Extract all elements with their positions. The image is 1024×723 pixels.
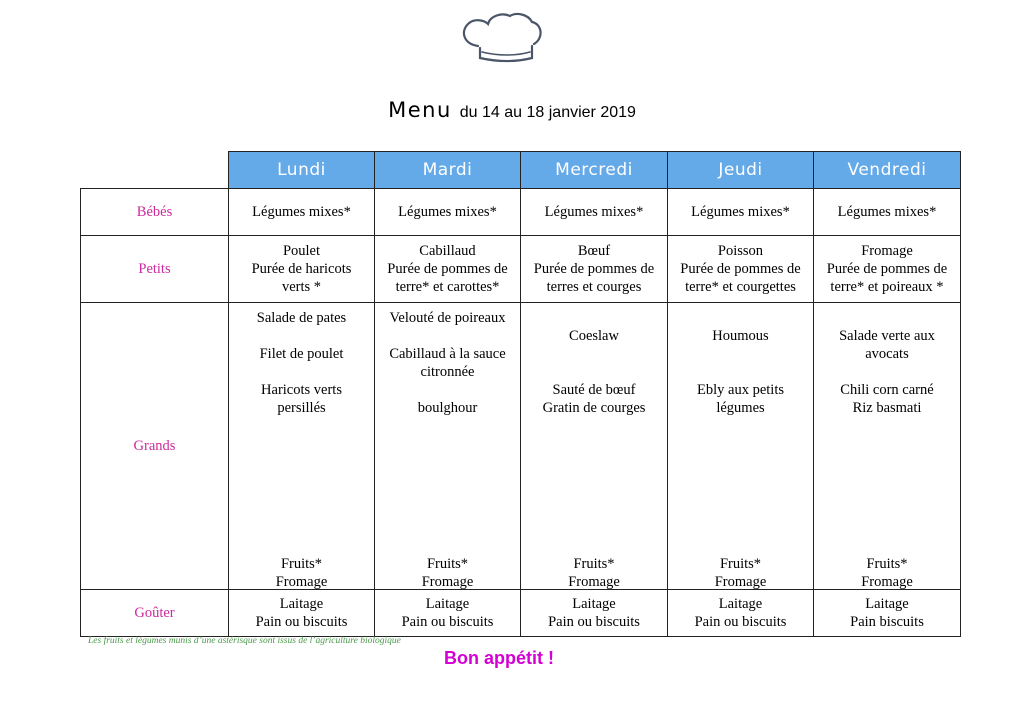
meal-line: citronnée <box>420 364 475 380</box>
meal-line: Légumes mixes* <box>252 204 351 220</box>
meal-line: Coeslaw <box>569 328 619 344</box>
meal-line: Laitage <box>425 596 470 612</box>
day-header: Mardi <box>375 152 521 189</box>
meal-line: Cabillaud à la sauce <box>389 346 506 362</box>
meal-line: Fruits* <box>719 556 762 572</box>
meal-cell <box>229 590 375 637</box>
meal-cell <box>229 236 375 303</box>
meal-line: Fruits* <box>866 556 908 572</box>
meal-cell <box>814 303 961 590</box>
title-dates: du 14 au 18 janvier 2019 <box>459 104 636 121</box>
meal-line: Salade de pates <box>256 310 347 326</box>
meal-line: Fromage <box>421 574 474 590</box>
meal-line: Légumes mixes* <box>398 204 497 220</box>
meal-line: Gratin de courges <box>542 400 646 416</box>
meal-main <box>523 309 665 417</box>
meal-line: Fromage <box>714 574 767 590</box>
meal-cell <box>375 236 521 303</box>
cell-divider <box>668 437 813 553</box>
row-label-grands: Grands <box>81 303 229 590</box>
meal-cell <box>375 590 521 637</box>
meal-line: Laitage <box>718 596 763 612</box>
meal-cell <box>521 236 668 303</box>
meal-line: Filet de poulet <box>259 346 344 362</box>
meal-line: légumes <box>716 400 765 416</box>
meal-line: terres et courges <box>546 279 642 295</box>
line-gap <box>377 381 518 399</box>
cell-divider <box>229 437 374 553</box>
meal-line: Houmous <box>712 328 769 344</box>
meal-cell <box>375 303 521 590</box>
row-label-petits: Petits <box>81 236 229 303</box>
row-grands <box>81 303 961 590</box>
meal-line: Ebly aux petits <box>697 382 784 398</box>
meal-line: boulghour <box>417 400 478 416</box>
day-header: Mercredi <box>521 152 668 189</box>
meal-line: verts * <box>281 279 322 295</box>
menu-table <box>80 151 961 637</box>
meal-line: terre* et poireaux * <box>830 279 944 295</box>
meal-line: Purée de pommes de <box>826 261 948 277</box>
meal-line: Poisson <box>717 243 764 259</box>
meal-dessert <box>523 555 665 591</box>
cell-divider <box>521 437 667 553</box>
line-gap <box>523 309 665 327</box>
line-gap <box>670 345 811 363</box>
meal-line: Velouté de poireaux <box>389 310 506 326</box>
line-gap <box>231 363 372 381</box>
line-gap <box>523 345 665 363</box>
meal-line: Haricots verts <box>261 382 342 398</box>
meal-line: Pain ou biscuits <box>694 614 787 630</box>
meal-cell <box>668 189 814 236</box>
meal-line: Fromage <box>861 243 913 259</box>
cell-divider <box>814 437 960 553</box>
meal-line: Fromage <box>568 574 620 590</box>
meal-cell <box>521 189 668 236</box>
title-word: Menu <box>388 98 452 122</box>
meal-line: Purée de haricots <box>251 261 352 277</box>
meal-line: Laitage <box>572 596 616 612</box>
meal-line: Fruits* <box>280 556 323 572</box>
chef-hat-icon <box>458 12 544 64</box>
meal-dessert <box>670 555 811 591</box>
meal-cell <box>229 189 375 236</box>
meal-line: Purée de pommes de <box>387 261 508 277</box>
meal-cell <box>668 303 814 590</box>
meal-line: Purée de pommes de <box>533 261 655 277</box>
line-gap <box>377 327 518 345</box>
meal-line: Fromage <box>861 574 913 590</box>
meal-line: Pain ou biscuits <box>255 614 348 630</box>
meal-line: Pain ou biscuits <box>548 614 640 630</box>
meal-line: terre* et carottes* <box>395 279 500 295</box>
meal-cell <box>814 236 961 303</box>
meal-line: Laitage <box>865 596 909 612</box>
row-petits <box>81 236 961 303</box>
meal-line: avocats <box>865 346 909 362</box>
meal-line: Chili corn carné <box>840 382 934 398</box>
meal-line: Purée de pommes de <box>680 261 801 277</box>
meal-cell <box>229 303 375 590</box>
line-gap <box>670 363 811 381</box>
meal-line: Légumes mixes* <box>691 204 790 220</box>
meal-cell <box>375 189 521 236</box>
cell-divider <box>375 437 520 553</box>
organic-footnote: Les fruits et légumes munis d’une astérisque sont issus de l’agriculture biologique <box>88 636 401 646</box>
day-header-row <box>81 152 961 189</box>
meal-main <box>231 309 372 417</box>
meal-dessert <box>377 555 518 591</box>
meal-line: Fromage <box>275 574 328 590</box>
meal-cell <box>668 236 814 303</box>
meal-main <box>816 309 958 417</box>
meal-line: Sauté de bœuf <box>552 382 636 398</box>
line-gap <box>816 363 958 381</box>
row-gouter <box>81 590 961 637</box>
meal-cell <box>814 189 961 236</box>
day-header: Jeudi <box>668 152 814 189</box>
meal-cell <box>668 590 814 637</box>
meal-line: terre* et courgettes <box>685 279 796 295</box>
line-gap <box>231 327 372 345</box>
meal-line: persillés <box>277 400 326 416</box>
meal-line: Fruits* <box>426 556 469 572</box>
meal-line: Fruits* <box>573 556 615 572</box>
bon-appetit: Bon appétit ! <box>444 648 554 668</box>
meal-dessert <box>816 555 958 591</box>
meal-line: Cabillaud <box>419 243 476 259</box>
row-bebes <box>81 189 961 236</box>
meal-main <box>377 309 518 417</box>
meal-cell <box>521 303 668 590</box>
meal-line: Légumes mixes* <box>837 204 937 220</box>
line-gap <box>523 363 665 381</box>
day-header: Lundi <box>229 152 375 189</box>
line-gap <box>670 309 811 327</box>
meal-main <box>670 309 811 417</box>
meal-line: Laitage <box>279 596 324 612</box>
meal-line: Salade verte aux <box>839 328 935 344</box>
line-gap <box>816 309 958 327</box>
meal-line: Riz basmati <box>852 400 922 416</box>
corner-cell <box>81 152 229 189</box>
meal-line: Poulet <box>282 243 321 259</box>
page-title <box>0 98 1024 122</box>
meal-line: Bœuf <box>577 243 611 259</box>
row-label-bebes: Bébés <box>81 189 229 236</box>
day-header: Vendredi <box>814 152 961 189</box>
meal-line: Pain biscuits <box>850 614 924 630</box>
meal-cell <box>521 590 668 637</box>
meal-line: Pain ou biscuits <box>401 614 494 630</box>
row-label-gouter: Goûter <box>81 590 229 637</box>
meal-cell <box>814 590 961 637</box>
meal-line: Légumes mixes* <box>544 204 644 220</box>
meal-dessert <box>231 555 372 591</box>
